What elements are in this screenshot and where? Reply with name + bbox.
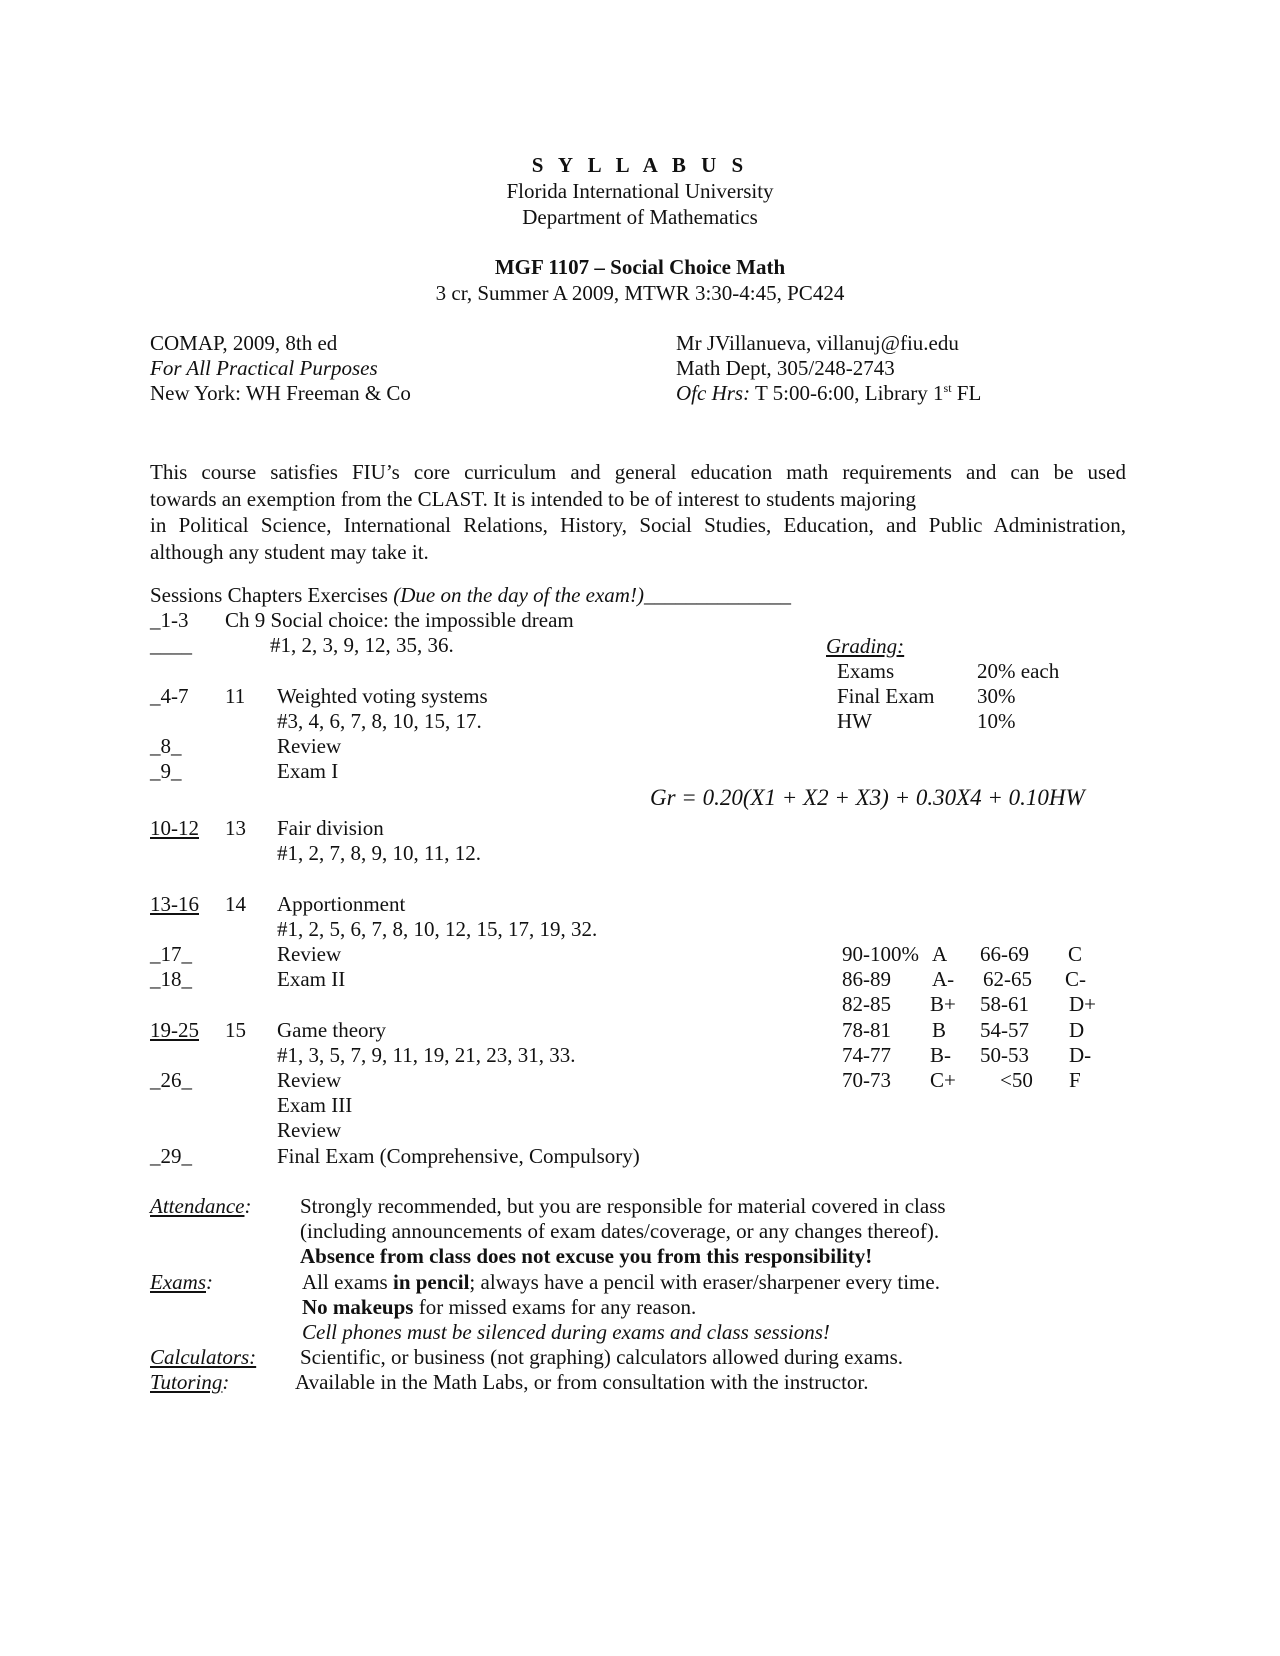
schedule-header-note: (Due on the day of the exam!)	[393, 583, 644, 607]
chapter-number: 14	[225, 892, 246, 916]
instructor-dept: Math Dept, 305/248-2743	[676, 356, 895, 380]
grade-range: 86-89	[842, 967, 891, 991]
chapter-topic: Ch 9 Social choice: the impossible dream	[225, 608, 574, 632]
course-title: MGF 1107 – Social Choice Math	[494, 255, 786, 279]
cellphone-notice: Cell phones must be silenced during exams and class sessions!	[302, 1320, 830, 1344]
grade-letter: C	[1068, 942, 1083, 966]
attendance-label-colon: :	[244, 1194, 252, 1218]
schedule-header-blank: ______________	[643, 583, 791, 607]
attendance-text: (including announcements of exam dates/coverage, or any changes thereof).	[300, 1219, 940, 1243]
exams-text	[302, 1272, 940, 1293]
grade-letter: C+	[930, 1068, 956, 1092]
department-name: Department of Mathematics	[522, 205, 758, 229]
chapter-number: 13	[225, 816, 246, 840]
grading-item-weight: 10%	[977, 709, 1016, 733]
grading-item-label: Final Exam	[837, 684, 935, 708]
exercise-list: #1, 2, 5, 6, 7, 8, 10, 12, 15, 17, 19, 32.	[277, 917, 598, 941]
session-number: 19-25	[150, 1018, 199, 1042]
session-number: _26_	[150, 1068, 192, 1092]
calculators-text: Scientific, or business (not graphing) calculators allowed during exams.	[300, 1345, 904, 1369]
tutoring-label-colon: :	[222, 1370, 230, 1394]
exams-label	[150, 1272, 213, 1293]
makeups-rest: for missed exams for any reason.	[413, 1295, 697, 1319]
office-hours-sup: st	[943, 381, 952, 395]
office-hours	[676, 383, 981, 404]
exams-text-a: All exams	[302, 1270, 393, 1294]
grade-letter: D	[1069, 1018, 1085, 1042]
attendance-label	[150, 1196, 251, 1217]
topic-name: Weighted voting systems	[277, 684, 488, 708]
grade-letter: B	[932, 1018, 947, 1042]
instructor-contact: Mr JVillanueva, villanuj@fiu.edu	[676, 331, 959, 355]
grade-letter: C-	[1065, 967, 1086, 991]
grade-letter: A	[932, 942, 948, 966]
office-hours-value: T 5:00-6:00, Library 1	[750, 381, 944, 405]
session-number: ____	[150, 633, 192, 657]
grade-range: 90-100%	[842, 942, 919, 966]
grade-range: 78-81	[842, 1018, 891, 1042]
topic-name: Review	[277, 1118, 342, 1142]
grading-title: Grading:	[826, 634, 905, 658]
course-info: 3 cr, Summer A 2009, MTWR 3:30-4:45, PC424	[435, 281, 845, 305]
university-name: Florida International University	[506, 179, 774, 203]
topic-name: Exam II	[277, 967, 346, 991]
exams-text-c: ; always have a pencil with eraser/sharpener every time.	[469, 1270, 940, 1294]
topic-name: Review	[277, 1068, 342, 1092]
tutoring-label-text: Tutoring	[150, 1370, 223, 1394]
textbook-title: For All Practical Purposes	[150, 356, 378, 380]
chapter-number: 15	[225, 1018, 246, 1042]
description-line: in Political Science, International Relations, History, Social Studies, Education, and Public Administration,	[150, 513, 1126, 537]
grading-item-weight: 30%	[977, 684, 1016, 708]
topic-name: Review	[277, 734, 342, 758]
grade-range: 70-73	[842, 1068, 891, 1092]
exams-text-bold: in pencil	[392, 1270, 470, 1294]
tutoring-text: Available in the Math Labs, or from consultation with the instructor.	[295, 1370, 869, 1394]
calculators-label: Calculators:	[150, 1345, 257, 1369]
grade-range: 74-77	[842, 1043, 891, 1067]
grade-range: 82-85	[842, 992, 891, 1016]
exercise-list: #3, 4, 6, 7, 8, 10, 15, 17.	[277, 709, 482, 733]
session-number: _29_	[150, 1144, 192, 1168]
textbook-publisher: COMAP, 2009, 8th ed	[150, 331, 338, 355]
description-line: towards an exemption from the CLAST. It is intended to be of interest to students majoring	[150, 486, 916, 511]
grading-item-weight: 20% each	[977, 659, 1060, 683]
grade-letter: D-	[1069, 1043, 1092, 1067]
schedule-header-columns: Sessions Chapters Exercises	[150, 583, 394, 607]
textbook-city: New York: WH Freeman & Co	[150, 381, 411, 405]
description-line: although any student may take it.	[150, 539, 429, 564]
topic-name: Game theory	[277, 1018, 387, 1042]
topic-name: Fair division	[277, 816, 384, 840]
grade-letter: B-	[930, 1043, 951, 1067]
session-number: 10-12	[150, 816, 199, 840]
exercise-list: #1, 2, 3, 9, 12, 35, 36.	[270, 633, 454, 657]
session-number: 13-16	[150, 892, 199, 916]
office-hours-label: Ofc Hrs:	[676, 381, 751, 405]
exams-label-colon: :	[206, 1270, 213, 1294]
exercise-list: #1, 3, 5, 7, 9, 11, 19, 21, 23, 31, 33.	[277, 1043, 576, 1067]
topic-name: Apportionment	[277, 892, 406, 916]
exams-label-text: Exams	[150, 1270, 206, 1294]
attendance-label-text: Attendance	[150, 1194, 245, 1218]
grading-item-label: HW	[837, 709, 872, 733]
office-hours-suffix: FL	[951, 381, 982, 405]
attendance-text: Strongly recommended, but you are responsible for material covered in class	[300, 1194, 946, 1218]
grade-range: 54-57	[980, 1018, 1029, 1042]
tutoring-label	[150, 1372, 229, 1393]
topic-name: Review	[277, 942, 342, 966]
makeups-text	[302, 1297, 696, 1318]
grading-item-label: Exams	[837, 659, 895, 683]
session-number: _17_	[150, 942, 192, 966]
grade-range: 62-65	[983, 967, 1032, 991]
session-number: _18_	[150, 967, 192, 991]
grade-formula: Gr = 0.20(X1 + X2 + X3) + 0.30X4 + 0.10HW	[650, 785, 1085, 810]
session-number: _8_	[150, 734, 182, 758]
grade-range: 58-61	[980, 992, 1029, 1016]
topic-name: Exam III	[277, 1093, 353, 1117]
grade-letter: B+	[930, 992, 956, 1016]
grade-range: 66-69	[980, 942, 1029, 966]
grade-letter: D+	[1069, 992, 1097, 1016]
topic-name: Exam I	[277, 759, 339, 783]
grade-letter: F	[1069, 1068, 1081, 1092]
grade-range: <50	[1000, 1068, 1033, 1092]
description-line: This course satisfies FIU’s core curriculum and general education math requirements and can be used	[150, 460, 1126, 484]
grade-letter: A-	[932, 967, 955, 991]
makeups-bold: No makeups	[302, 1295, 414, 1319]
chapter-number: 11	[225, 684, 246, 708]
session-number: _1-3	[150, 608, 189, 632]
schedule-header	[150, 585, 791, 606]
course-description	[150, 459, 1126, 565]
session-number: _9_	[150, 759, 182, 783]
exercise-list: #1, 2, 7, 8, 9, 10, 11, 12.	[277, 841, 481, 865]
session-number: _4-7	[150, 684, 189, 708]
topic-name: Final Exam (Comprehensive, Compulsory)	[277, 1144, 640, 1168]
page-title: S Y L L A B U S	[531, 153, 749, 177]
attendance-warning: Absence from class does not excuse you from this responsibility!	[300, 1244, 873, 1268]
grade-range: 50-53	[980, 1043, 1029, 1067]
